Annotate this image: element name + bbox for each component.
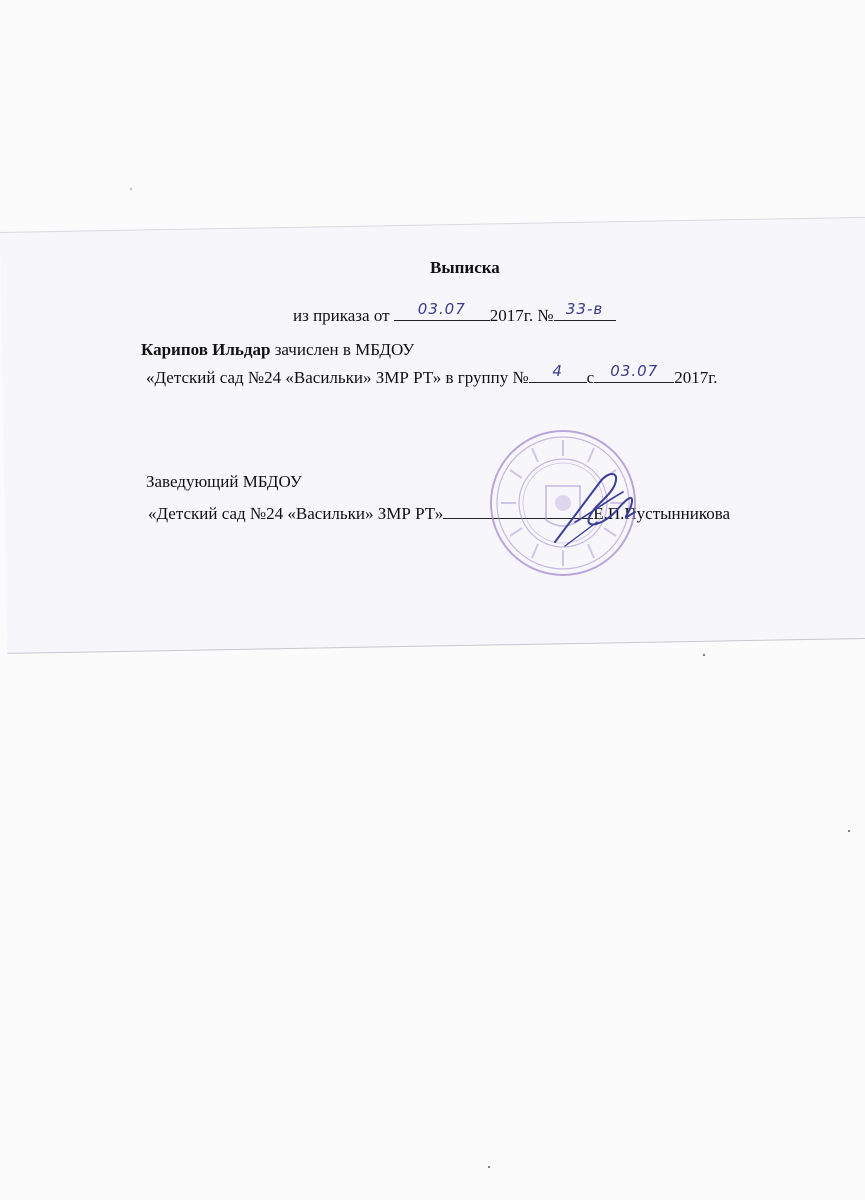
student-line <box>141 340 414 360</box>
enrolled-text: зачислен в МБДОУ <box>270 340 415 359</box>
group-number-handwritten: 4 <box>552 362 563 380</box>
scan-speck <box>488 1166 490 1168</box>
scan-speck <box>703 654 705 656</box>
start-year: 2017г. <box>674 368 718 387</box>
student-name: Карипов Ильдар <box>141 340 271 359</box>
document-title: Выписка <box>430 258 500 277</box>
signature-icon <box>545 462 655 552</box>
head-title: Заведующий МБДОУ <box>146 472 302 491</box>
order-prefix: из приказа от <box>293 306 390 325</box>
scan-speck <box>130 188 132 190</box>
order-date-field <box>394 300 490 321</box>
head-name: Е.П.Пустынникова <box>593 504 731 523</box>
order-year: 2017г. № <box>489 306 554 325</box>
kindergarten-text: «Детский сад №24 «Васильки» ЗМР РТ» в группу № <box>146 368 529 387</box>
head-org: «Детский сад №24 «Васильки» ЗМР РТ» <box>148 504 444 523</box>
start-date-field <box>594 362 674 383</box>
start-date-handwritten: 03.07 <box>610 362 659 380</box>
group-number-field <box>529 362 587 383</box>
order-date-handwritten: 03.07 <box>417 300 466 318</box>
order-line <box>293 300 616 326</box>
scan-speck <box>848 830 850 832</box>
extract-sheet <box>0 217 865 654</box>
order-number-field <box>554 300 616 321</box>
order-number-handwritten: 33-в <box>565 300 604 318</box>
from-text: с <box>586 368 595 387</box>
kindergarten-line <box>146 362 718 388</box>
